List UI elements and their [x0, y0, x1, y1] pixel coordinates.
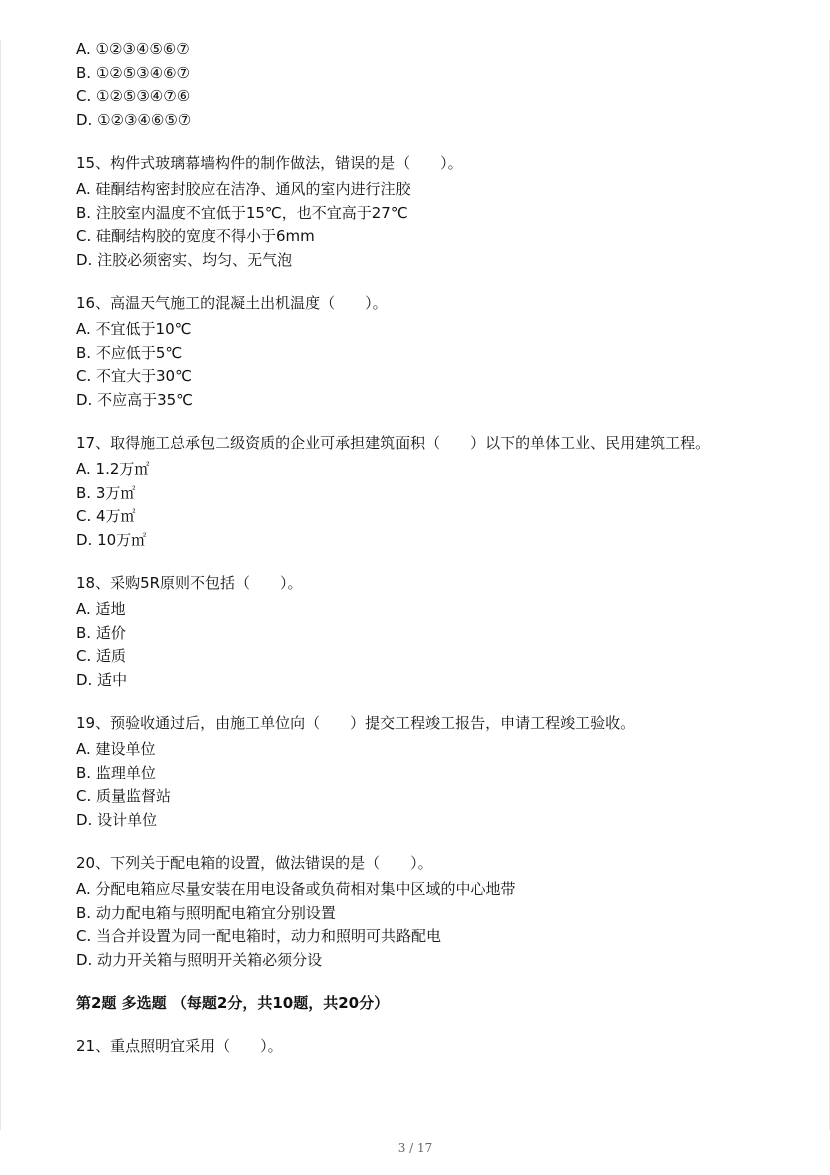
option-a: A. 建设单位: [76, 740, 156, 758]
question-stem: 21、重点照明宜采用（ ）。: [76, 1037, 283, 1055]
question-21: [76, 1035, 756, 1058]
option-d: D. 注胶必须密实、均匀、无气泡: [76, 250, 293, 269]
option-b: B. 动力配电箱与照明配电箱宜分别设置: [76, 903, 336, 922]
option-b: B. 3万㎡: [76, 483, 136, 502]
question-stem: 20、下列关于配电箱的设置，做法错误的是（ ）。: [76, 854, 433, 872]
question-stem: 19、预验收通过后，由施工单位向（ ）提交工程竣工报告，申请工程竣工验收。: [76, 714, 636, 732]
option-a: A. 1.2万㎡: [76, 460, 150, 478]
option-d: D. 不应高于35℃: [76, 390, 194, 409]
option-b: B. 适价: [76, 623, 126, 642]
option-a: A. 不宜低于10℃: [76, 320, 192, 338]
option-a: A. ①②③④⑤⑥⑦: [76, 40, 190, 58]
question-15: [76, 152, 756, 272]
option-b: B. 注胶室内温度不宜低于15℃，也不宜高于27℃: [76, 203, 408, 222]
option-d: D. ①②③④⑥⑤⑦: [76, 110, 192, 129]
option-a: A. 分配电箱应尽量安装在用电设备或负荷相对集中区域的中心地带: [76, 880, 516, 898]
question-19: [76, 712, 756, 832]
option-d: D. 设计单位: [76, 810, 158, 829]
question-stem: 15、构件式玻璃幕墙构件的制作做法，错误的是（ ）。: [76, 154, 463, 172]
option-c: C. 不宜大于30℃: [76, 367, 192, 385]
option-a: A. 硅酮结构密封胶应在洁净、通风的室内进行注胶: [76, 180, 411, 198]
question-18: [76, 572, 756, 692]
option-c: C. 当合并设置为同一配电箱时，动力和照明可共路配电: [76, 927, 442, 945]
question-stem: 18、采购5R原则不包括（ ）。: [76, 574, 303, 592]
question-20: [76, 852, 756, 972]
option-d: D. 10万㎡: [76, 530, 147, 549]
page-number: 3 / 17: [397, 1141, 433, 1155]
option-b: B. 不应低于5℃: [76, 343, 183, 362]
option-c: C. 质量监督站: [76, 787, 172, 805]
question-stem: 16、高温天气施工的混凝土出机温度（ ）。: [76, 294, 388, 312]
question-stem: 17、取得施工总承包二级资质的企业可承担建筑面积（ ）以下的单体工业、民用建筑工程。: [76, 434, 711, 452]
option-c: C. 硅酮结构胶的宽度不得小于6mm: [76, 227, 315, 245]
question-16: [76, 292, 756, 412]
option-d: D. 动力开关箱与照明开关箱必须分设: [76, 950, 323, 969]
document-content: [76, 38, 756, 1061]
option-c: C. 4万㎡: [76, 507, 136, 525]
option-c: C. 适质: [76, 647, 127, 665]
option-c: C. ①②⑤③④⑦⑥: [76, 87, 191, 105]
option-d: D. 适中: [76, 670, 128, 689]
option-a: A. 适地: [76, 600, 126, 618]
option-b: B. 监理单位: [76, 763, 156, 782]
option-b: B. ①②⑤③④⑥⑦: [76, 63, 190, 82]
previous-question-options: [76, 38, 756, 132]
page-left-border: [0, 40, 1, 1130]
section-heading: 第2题 多选题 （每题2分，共10题，共20分）: [76, 994, 390, 1012]
question-17: [76, 432, 756, 552]
